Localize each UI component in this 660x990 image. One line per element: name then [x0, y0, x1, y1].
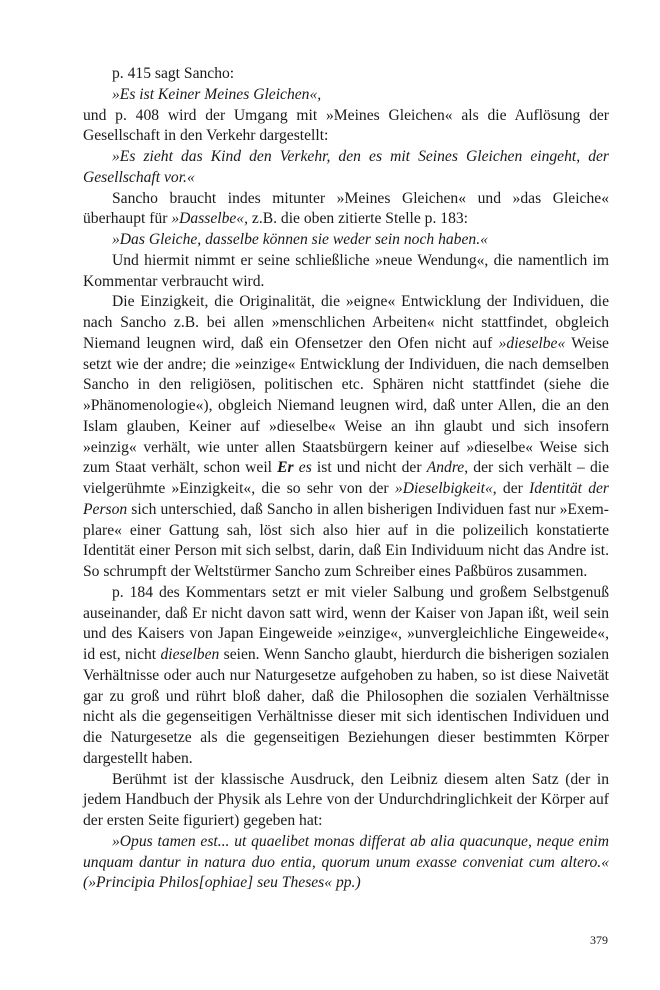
paragraph: [83, 251, 609, 293]
emphasized-text: »Dasselbe«: [171, 210, 245, 228]
emphasized-text: »Es zieht das Kind den Verkehr, den es mit Seines Gleichen eingeht, der Gesellschaft vor.«: [83, 148, 609, 186]
paragraph: [83, 147, 609, 189]
text-run: , der: [492, 480, 530, 497]
paragraph: [83, 292, 609, 583]
text-run: p. 184 des Kommentars setzt er mit vieler Salbung und großem Selbstgenuß auseinander, daß Er nicht davon satt wird, wenn der Kaiser von Japan ißt, weil sein und des Kaisers von Japan Eingeweide »einzige«, »unvergleichliche Eingeweide«, id est, nicht: [83, 583, 609, 663]
paragraph: [83, 64, 609, 85]
emphasized-text: dieselben: [160, 646, 220, 663]
paragraph: [83, 832, 609, 894]
paragraph: [83, 230, 609, 251]
text-run: Und hiermit nimmt er seine schließliche »neue Wendung«, die namentlich im Kommentar verbraucht wird.: [83, 251, 609, 290]
paragraph: [83, 189, 609, 231]
emphasized-text: »Dieselbigkeit«: [394, 480, 493, 497]
text-run: Weise setzt wie der andre; die »einzige« Entwicklung der Individuen, die nach demselben Sancho in den religiösen, politischen etc. Sphären nicht stattfindet (siehe die »Phänomenologie«), obgleich Niemand leugnen wird, daß unter Allen, die an den Islam glauben, Keiner auf »dieselbe« Weise an ihn glaubt und sich insofern »einzig« verhält, wie unter allen Staatsbürgern keiner auf »dieselbe« Weise sich zum Staat verhält, schon weil: [83, 334, 609, 477]
emphasized-text: Identität der Person: [83, 480, 609, 518]
emphasized-text: »Das Gleiche, dasselbe können sie weder sein noch haben.«: [112, 231, 488, 248]
text-run: und p. 408 wird der Umgang mit »Meines Gleichen« als die Auflösung der Gesellschaft in den Verkehr dargestellt:: [83, 106, 609, 145]
emphasized-text: Er: [277, 459, 294, 477]
text-run: Sancho braucht indes mitunter »Meines Gleichen« und »das Gleiche« überhaupt für: [83, 189, 609, 228]
emphasized-text: es: [298, 459, 312, 477]
paragraph: [83, 85, 609, 106]
emphasized-text: »Opus tamen est... ut quaelibet monas differat ab alia quacunque, neque enim unquam dantur in natura duo entia, quorum unum exasse conveniat cum altero.« (»Principia Philos[ophiae] seu Theses« pp.): [83, 832, 609, 892]
emphasized-text: »Es ist Keiner Meines Gleichen«,: [112, 85, 322, 103]
emphasized-text: »dieselbe«: [498, 334, 566, 352]
paragraph: [83, 106, 609, 148]
emphasized-text: Andre: [426, 459, 465, 477]
text-run: p. 415 sagt Sancho:: [112, 65, 235, 82]
text-run: Die Einzigkeit, die Originalität, die »eigne« Entwicklung der Individuen, die nach Sancho z.B. bei allen »menschlichen Arbeiten« nicht stattfindet, obgleich Niemand leugnen wird, daß ein Ofensetzer den Ofen nicht auf: [83, 293, 609, 352]
text-run: ist und nicht der: [311, 459, 427, 477]
text-run: Berühmt ist der klassische Ausdruck, den Leibniz diesem alten Satz (der in jedem Handbuch der Physik als Lehre von der Undurchdringlichkeit der Körper auf der ersten Seite figuriert) gegeben hat:: [83, 770, 609, 829]
text-run: seien. Wenn Sancho glaubt, hierdurch die bisherigen sozialen Verhältnisse oder auch nur Naturgesetze aufgehoben zu haben, so ist diese Naivetät gar zu groß und rührt bloß daher, daß die Philosophen die sozialen Verhältnisse nicht als die gegenseitigen Verhältnisse dieser mit sich identischen Individuen und die Naturgesetze als die gegenseitigen Beziehungen dieser bestimmten Körper dargestellt haben.: [83, 646, 609, 767]
page-number: 379: [590, 933, 608, 947]
paragraph: [83, 583, 609, 770]
paragraph: [83, 770, 609, 832]
text-run: , der sich verhält – die vielgerühmte »Einzigkeit«, die so sehr von der: [83, 459, 609, 497]
text-run: , z.B. die oben zitierte Stelle p. 183:: [244, 210, 468, 228]
text-run: sich unterschied, daß Sancho in allen bisherigen Individuen fast nur »Exemplare« einer Gattung sah, löst sich also hier auf in die polizeilich konstatierte Identität einer Person mit sich selbst, darin, daß Ein Individuum nicht das Andre ist. So schrumpft der Weltstürmer Sancho zum Schreiber eines Paßbüros zusammen.: [83, 500, 609, 580]
body-text: [83, 64, 609, 894]
